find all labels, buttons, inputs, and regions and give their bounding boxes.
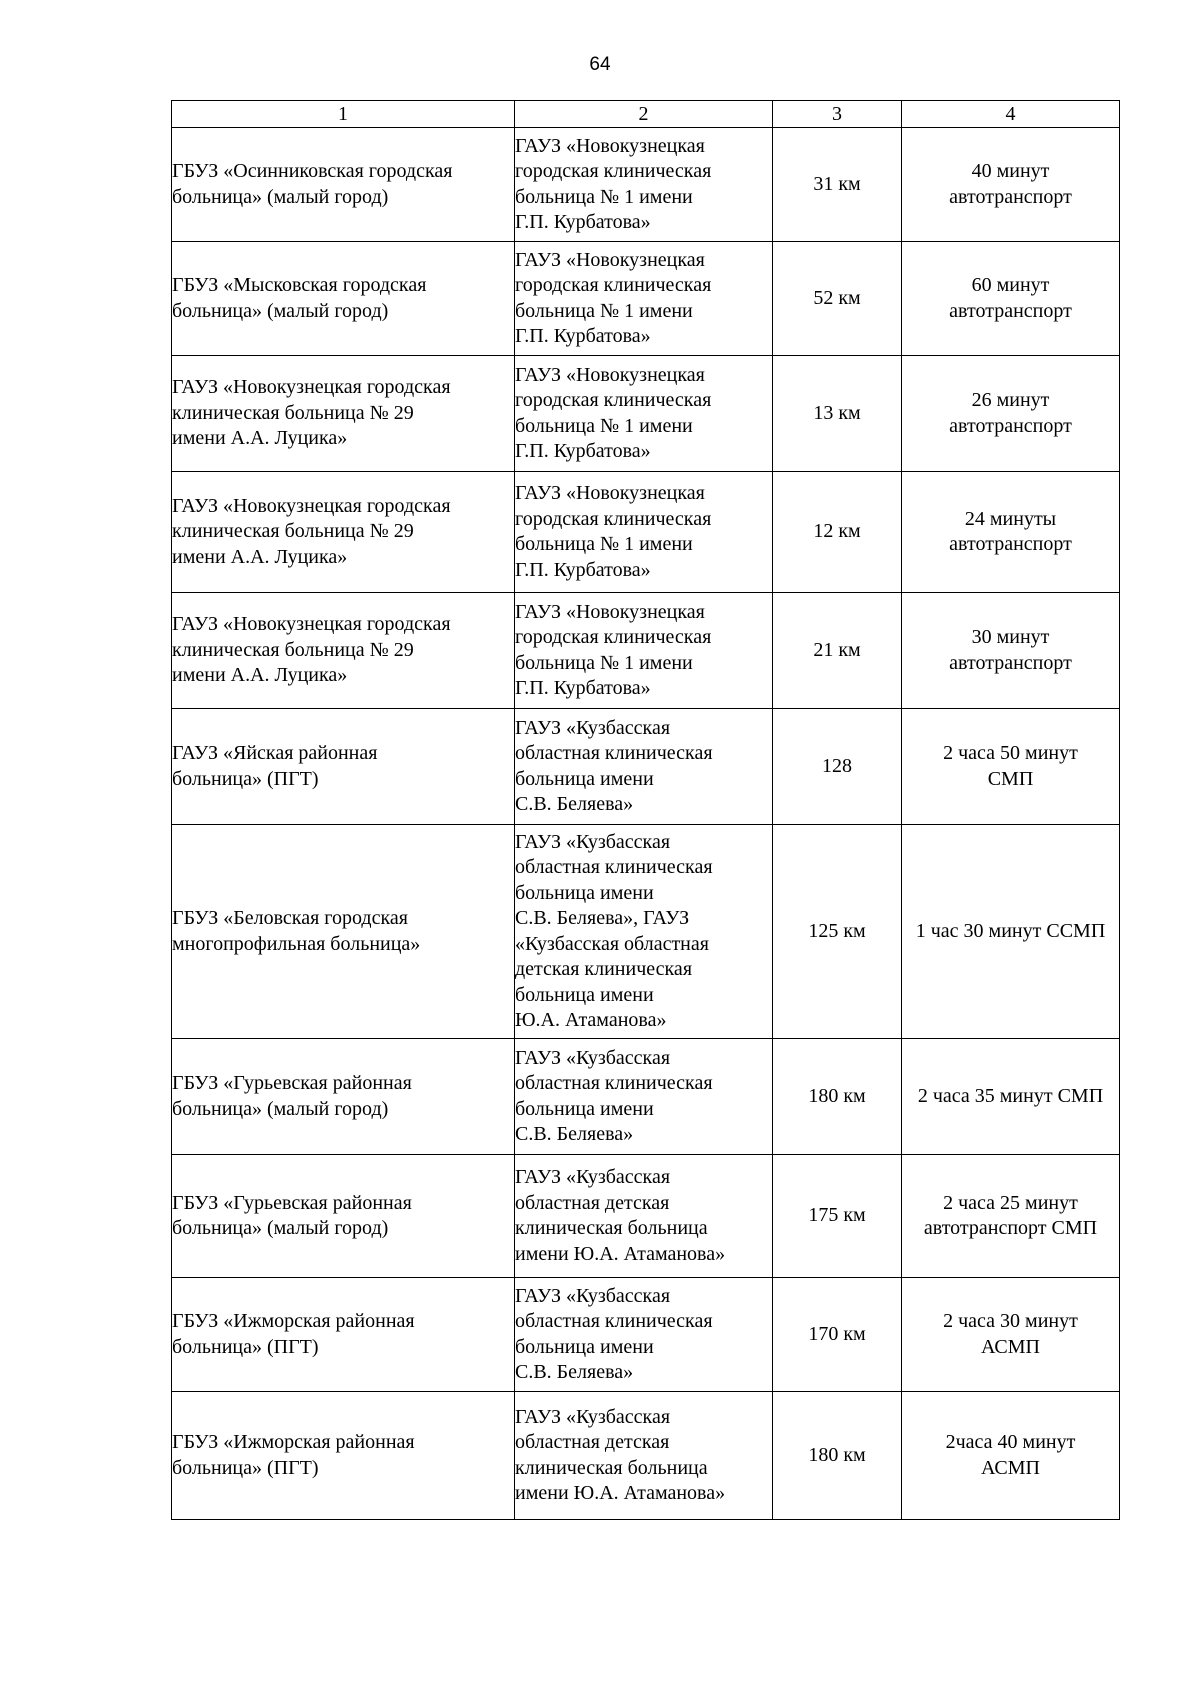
cell-line: ГАУЗ «Кузбасская [515, 830, 671, 853]
cell-line: больница № 1 имени [515, 533, 693, 555]
cell-line: больница имени [515, 1097, 654, 1120]
cell-line: автотранспорт [949, 185, 1072, 208]
cell-line: больница № 1 имени [515, 185, 693, 208]
cell-line: больница» (малый город) [172, 1097, 389, 1120]
cell-line: Г.П. Курбатова» [515, 325, 651, 347]
source-hospital-cell [172, 128, 515, 242]
source-hospital-cell [172, 1155, 515, 1278]
cell-line: больница» (ПГТ) [172, 1456, 319, 1479]
cell-line: имени А.А. Луцика» [172, 664, 348, 687]
cell-line: городская клиническая [515, 507, 712, 530]
cell-line: имени А.А. Луцика» [172, 545, 348, 568]
cell-line: многопрофильная больница» [172, 932, 421, 955]
distance-cell: 21 км [773, 593, 902, 709]
cell-line: больница № 1 имени [515, 299, 693, 322]
cell-line: больница имени [515, 1335, 654, 1358]
cell-line: клиническая больница № 29 [172, 520, 414, 543]
cell-line: ГБУЗ «Гурьевская районная [172, 1191, 412, 1214]
source-hospital-cell [172, 825, 515, 1039]
routing-table [171, 100, 1120, 1520]
cell-line: ГАУЗ «Новокузнецкая [515, 248, 705, 271]
cell-line: ГБУЗ «Ижморская районная [172, 1431, 415, 1453]
cell-line: 1 час 30 минут ССМП [915, 919, 1106, 942]
cell-line: 60 минут [971, 274, 1050, 296]
travel-time-cell [902, 356, 1120, 472]
cell-line: больница № 1 имени [515, 414, 693, 437]
cell-line: 30 минут [971, 626, 1050, 648]
cell-line: АСМП [980, 1456, 1040, 1479]
header-cell: 3 [773, 101, 902, 128]
table-row [172, 1155, 1120, 1278]
source-hospital-cell [172, 356, 515, 472]
cell-line: детская клиническая [515, 958, 693, 980]
cell-line: клиническая больница № 29 [172, 401, 414, 424]
cell-line: ГАУЗ «Новокузнецкая городская [172, 494, 451, 517]
table-row [172, 356, 1120, 472]
cell-line: АСМП [980, 1335, 1040, 1358]
page-number: 64 [589, 54, 611, 75]
cell-line: городская клиническая [515, 389, 712, 411]
cell-line: С.В. Беляева» [515, 1361, 634, 1383]
destination-hospital-cell [515, 1278, 773, 1392]
travel-time-cell [902, 825, 1120, 1039]
cell-line: Г.П. Курбатова» [515, 558, 651, 581]
cell-line: автотранспорт [949, 651, 1072, 674]
source-hospital-cell [172, 1039, 515, 1155]
cell-line: ГАУЗ «Кузбасская [515, 1046, 671, 1069]
cell-line: областная детская [515, 1191, 670, 1214]
cell-line: имени Ю.А. Атаманова» [515, 1482, 726, 1504]
cell-line: ГАУЗ «Кузбасская [515, 1166, 671, 1188]
cell-line: 26 минут [971, 389, 1050, 411]
destination-hospital-cell [515, 1392, 773, 1520]
table-row [172, 709, 1120, 825]
table-row [172, 472, 1120, 593]
cell-line: ГАУЗ «Кузбасская [515, 716, 671, 739]
cell-line: СМП [987, 767, 1034, 790]
table-row [172, 242, 1120, 356]
distance-cell: 180 км [773, 1039, 902, 1155]
destination-hospital-cell [515, 825, 773, 1039]
cell-line: городская клиническая [515, 274, 712, 296]
cell-line: ГАУЗ «Новокузнецкая городская [172, 376, 451, 399]
destination-hospital-cell [515, 593, 773, 709]
travel-time-cell [902, 128, 1120, 242]
cell-line: клиническая больница [515, 1456, 708, 1479]
distance-cell: 13 км [773, 356, 902, 472]
source-hospital-cell [172, 709, 515, 825]
cell-line: областная детская [515, 1431, 670, 1453]
travel-time-cell [902, 472, 1120, 593]
table-row [172, 1039, 1120, 1155]
destination-hospital-cell [515, 709, 773, 825]
header-cell: 1 [172, 101, 515, 128]
travel-time-cell [902, 1155, 1120, 1278]
cell-line: Ю.А. Атаманова» [515, 1009, 667, 1031]
cell-line: 24 минуты [964, 507, 1057, 530]
distance-cell: 180 км [773, 1392, 902, 1520]
cell-line: ГАУЗ «Новокузнецкая [515, 134, 705, 157]
cell-line: ГАУЗ «Кузбасская [515, 1284, 671, 1307]
cell-line: ГАУЗ «Кузбасская [515, 1405, 671, 1428]
distance-cell: 170 км [773, 1278, 902, 1392]
travel-time-cell [902, 593, 1120, 709]
distance-cell: 128 [773, 709, 902, 825]
cell-line: больница» (малый город) [172, 185, 389, 208]
cell-line: больница» (малый город) [172, 299, 389, 322]
destination-hospital-cell [515, 356, 773, 472]
table-row [172, 1392, 1120, 1520]
cell-line: С.В. Беляева» [515, 793, 634, 815]
distance-cell: 52 км [773, 242, 902, 356]
cell-line: ГБУЗ «Гурьевская районная [172, 1072, 412, 1094]
cell-line: ГБУЗ «Ижморская районная [172, 1310, 415, 1332]
destination-hospital-cell [515, 128, 773, 242]
cell-line: городская клиническая [515, 626, 712, 648]
cell-line: больница имени [515, 767, 654, 790]
cell-line: автотранспорт [949, 299, 1072, 322]
header-cell: 2 [515, 101, 773, 128]
cell-line: областная клиническая [515, 1072, 713, 1094]
table-row [172, 1278, 1120, 1392]
source-hospital-cell [172, 1278, 515, 1392]
cell-line: областная клиническая [515, 1310, 713, 1332]
cell-line: ГАУЗ «Новокузнецкая городская [172, 613, 451, 636]
cell-line: больница имени [515, 881, 654, 904]
cell-line: ГБУЗ «Мысковская городская [172, 274, 427, 296]
cell-line: больница имени [515, 983, 654, 1006]
cell-line: 40 минут [971, 160, 1050, 182]
cell-line: ГБУЗ «Беловская городская [172, 907, 408, 929]
travel-time-cell [902, 709, 1120, 825]
cell-line: 2часа 40 минут [945, 1431, 1076, 1453]
destination-hospital-cell [515, 1039, 773, 1155]
destination-hospital-cell [515, 242, 773, 356]
destination-hospital-cell [515, 472, 773, 593]
cell-line: С.В. Беляева», ГАУЗ [515, 907, 690, 929]
cell-line: 2 часа 30 минут [943, 1310, 1078, 1332]
distance-cell: 12 км [773, 472, 902, 593]
cell-line: клиническая больница [515, 1217, 708, 1239]
table-body [172, 128, 1120, 1520]
cell-line: областная клиническая [515, 856, 713, 878]
cell-line: областная клиническая [515, 742, 713, 764]
distance-cell: 31 км [773, 128, 902, 242]
cell-line: клиническая больница № 29 [172, 638, 414, 661]
cell-line: Г.П. Курбатова» [515, 211, 651, 233]
header-row [172, 101, 1120, 128]
cell-line: «Кузбасская областная [515, 932, 709, 955]
cell-line: 2 часа 50 минут [943, 742, 1078, 764]
table-row [172, 825, 1120, 1039]
cell-line: Г.П. Курбатова» [515, 677, 651, 699]
cell-line: автотранспорт [949, 414, 1072, 437]
cell-line: 2 часа 35 минут СМП [917, 1084, 1104, 1107]
source-hospital-cell [172, 242, 515, 356]
distance-cell: 175 км [773, 1155, 902, 1278]
cell-line: 2 часа 25 минут [943, 1191, 1078, 1214]
travel-time-cell [902, 1392, 1120, 1520]
source-hospital-cell [172, 1392, 515, 1520]
cell-line: ГАУЗ «Яйская районная [172, 742, 378, 764]
cell-line: Г.П. Курбатова» [515, 440, 651, 462]
header-cell: 4 [902, 101, 1120, 128]
cell-line: ГАУЗ «Новокузнецкая [515, 363, 705, 386]
cell-line: городская клиническая [515, 160, 712, 182]
cell-line: ГБУЗ «Осинниковская городская [172, 160, 453, 182]
cell-line: больница» (малый город) [172, 1217, 389, 1239]
cell-line: автотранспорт [949, 533, 1072, 555]
source-hospital-cell [172, 472, 515, 593]
cell-line: ГАУЗ «Новокузнецкая [515, 482, 705, 504]
table-row [172, 128, 1120, 242]
cell-line: больница» (ПГТ) [172, 1335, 319, 1358]
cell-line: имени А.А. Луцика» [172, 427, 348, 450]
cell-line: С.В. Беляева» [515, 1123, 634, 1145]
travel-time-cell [902, 1039, 1120, 1155]
travel-time-cell [902, 242, 1120, 356]
cell-line: больница № 1 имени [515, 651, 693, 674]
table-row [172, 593, 1120, 709]
cell-line: имени Ю.А. Атаманова» [515, 1242, 726, 1265]
travel-time-cell [902, 1278, 1120, 1392]
destination-hospital-cell [515, 1155, 773, 1278]
cell-line: больница» (ПГТ) [172, 767, 319, 790]
distance-cell: 125 км [773, 825, 902, 1039]
cell-line: автотранспорт СМП [923, 1217, 1098, 1239]
cell-line: ГАУЗ «Новокузнецкая [515, 600, 705, 623]
source-hospital-cell [172, 593, 515, 709]
